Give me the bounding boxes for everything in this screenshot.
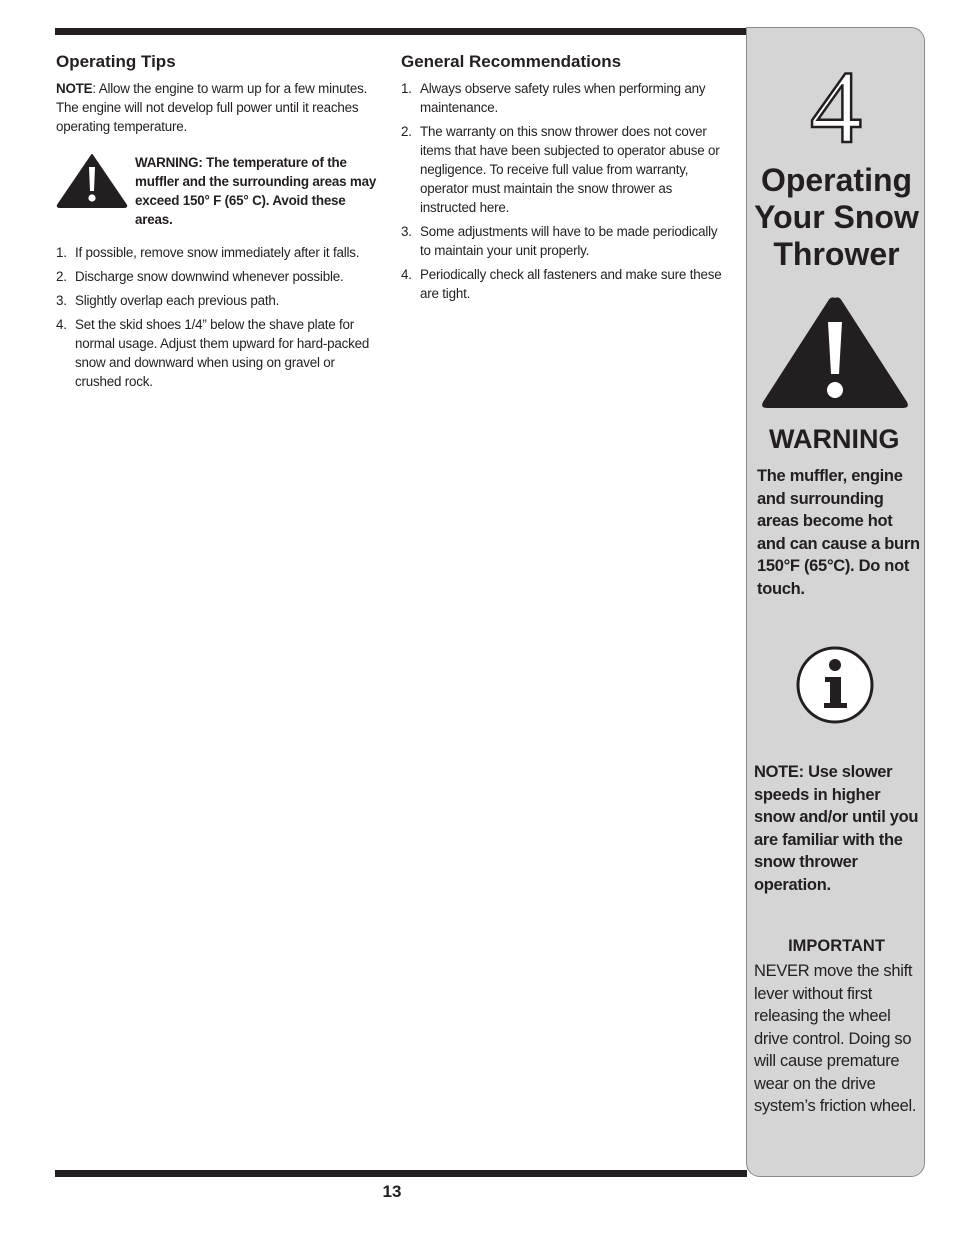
note-text: : Allow the engine to warm up for a few minutes. The engine will not develop full power until it reaches operating temperature. <box>56 81 368 134</box>
item-text: Always observe safety rules when performing any maintenance. <box>420 81 706 115</box>
sidebar-warning-text: The muffler, engine and surrounding areas become hot and can cause a burn 150°F (65°C). Do not touch. <box>757 467 920 598</box>
bottom-rule <box>55 1170 747 1177</box>
important-text: NEVER move the shift lever without first releasing the wheel drive control. Doing so will cause premature wear on the drive system’s friction wheel. <box>754 962 917 1115</box>
top-rule <box>55 28 747 35</box>
operating-tips-note <box>56 79 384 136</box>
item-text: Slightly overlap each previous path. <box>75 293 280 308</box>
item-number: 4. <box>401 267 412 282</box>
chapter-title: Operating Your Snow Thrower <box>754 162 919 272</box>
general-recommendations-list <box>401 79 726 303</box>
item-number: 2. <box>56 269 67 284</box>
page-number: 13 <box>382 1182 402 1201</box>
list-item <box>56 243 384 262</box>
item-text: Set the skid shoes 1/4” below the shave plate for normal usage. Adjust them upward for hard-packed snow and downward when using on gravel or crushed rock. <box>75 317 370 389</box>
sidebar-note: NOTE: Use slower speeds in higher snow and/or until you are familiar with the snow thrower operation. <box>754 763 919 894</box>
operating-tips-heading: Operating Tips <box>56 52 176 71</box>
item-text: Discharge snow downwind whenever possible. <box>75 269 344 284</box>
item-text: If possible, remove snow immediately after it falls. <box>75 245 360 260</box>
item-number: 1. <box>56 245 67 260</box>
list-item <box>56 267 384 286</box>
list-item <box>401 79 726 117</box>
list-item <box>401 222 726 260</box>
item-text: Some adjustments will have to be made periodically to maintain your unit properly. <box>420 224 718 258</box>
info-circle-icon <box>795 645 875 725</box>
list-item <box>56 315 384 391</box>
sidebar-warning-title: WARNING <box>769 424 900 454</box>
warning-text: WARNING: The temperature of the muffler and the surrounding areas may exceed 150° F (65° C). Avoid these areas. <box>135 155 377 227</box>
important-title: IMPORTANT <box>788 937 885 955</box>
chapter-number <box>747 56 926 151</box>
general-recommendations-heading: General Recommendations <box>401 52 622 71</box>
item-text: The warranty on this snow thrower does not cover items that have been subjected to operator abuse or negligence. To receive full value from warranty, operator must maintain the snow thrower as instructed here. <box>420 124 720 215</box>
warning-triangle-icon <box>56 153 128 209</box>
note-label: NOTE <box>56 81 93 96</box>
item-number: 3. <box>401 224 412 239</box>
temperature-warning <box>56 153 384 229</box>
warning-triangle-icon <box>759 294 911 412</box>
operating-tips-section <box>56 52 384 396</box>
chapter-sidebar <box>746 27 925 1177</box>
operating-tips-list <box>56 243 384 391</box>
list-item <box>401 265 726 303</box>
list-item <box>56 291 384 310</box>
item-number: 2. <box>401 124 412 139</box>
item-number: 3. <box>56 293 67 308</box>
chapter-number-text: 4 <box>810 56 862 151</box>
list-item <box>401 122 726 217</box>
item-text: Periodically check all fasteners and make sure these are tight. <box>420 267 722 301</box>
item-number: 4. <box>56 317 67 332</box>
general-recommendations-section <box>401 52 726 308</box>
item-number: 1. <box>401 81 412 96</box>
